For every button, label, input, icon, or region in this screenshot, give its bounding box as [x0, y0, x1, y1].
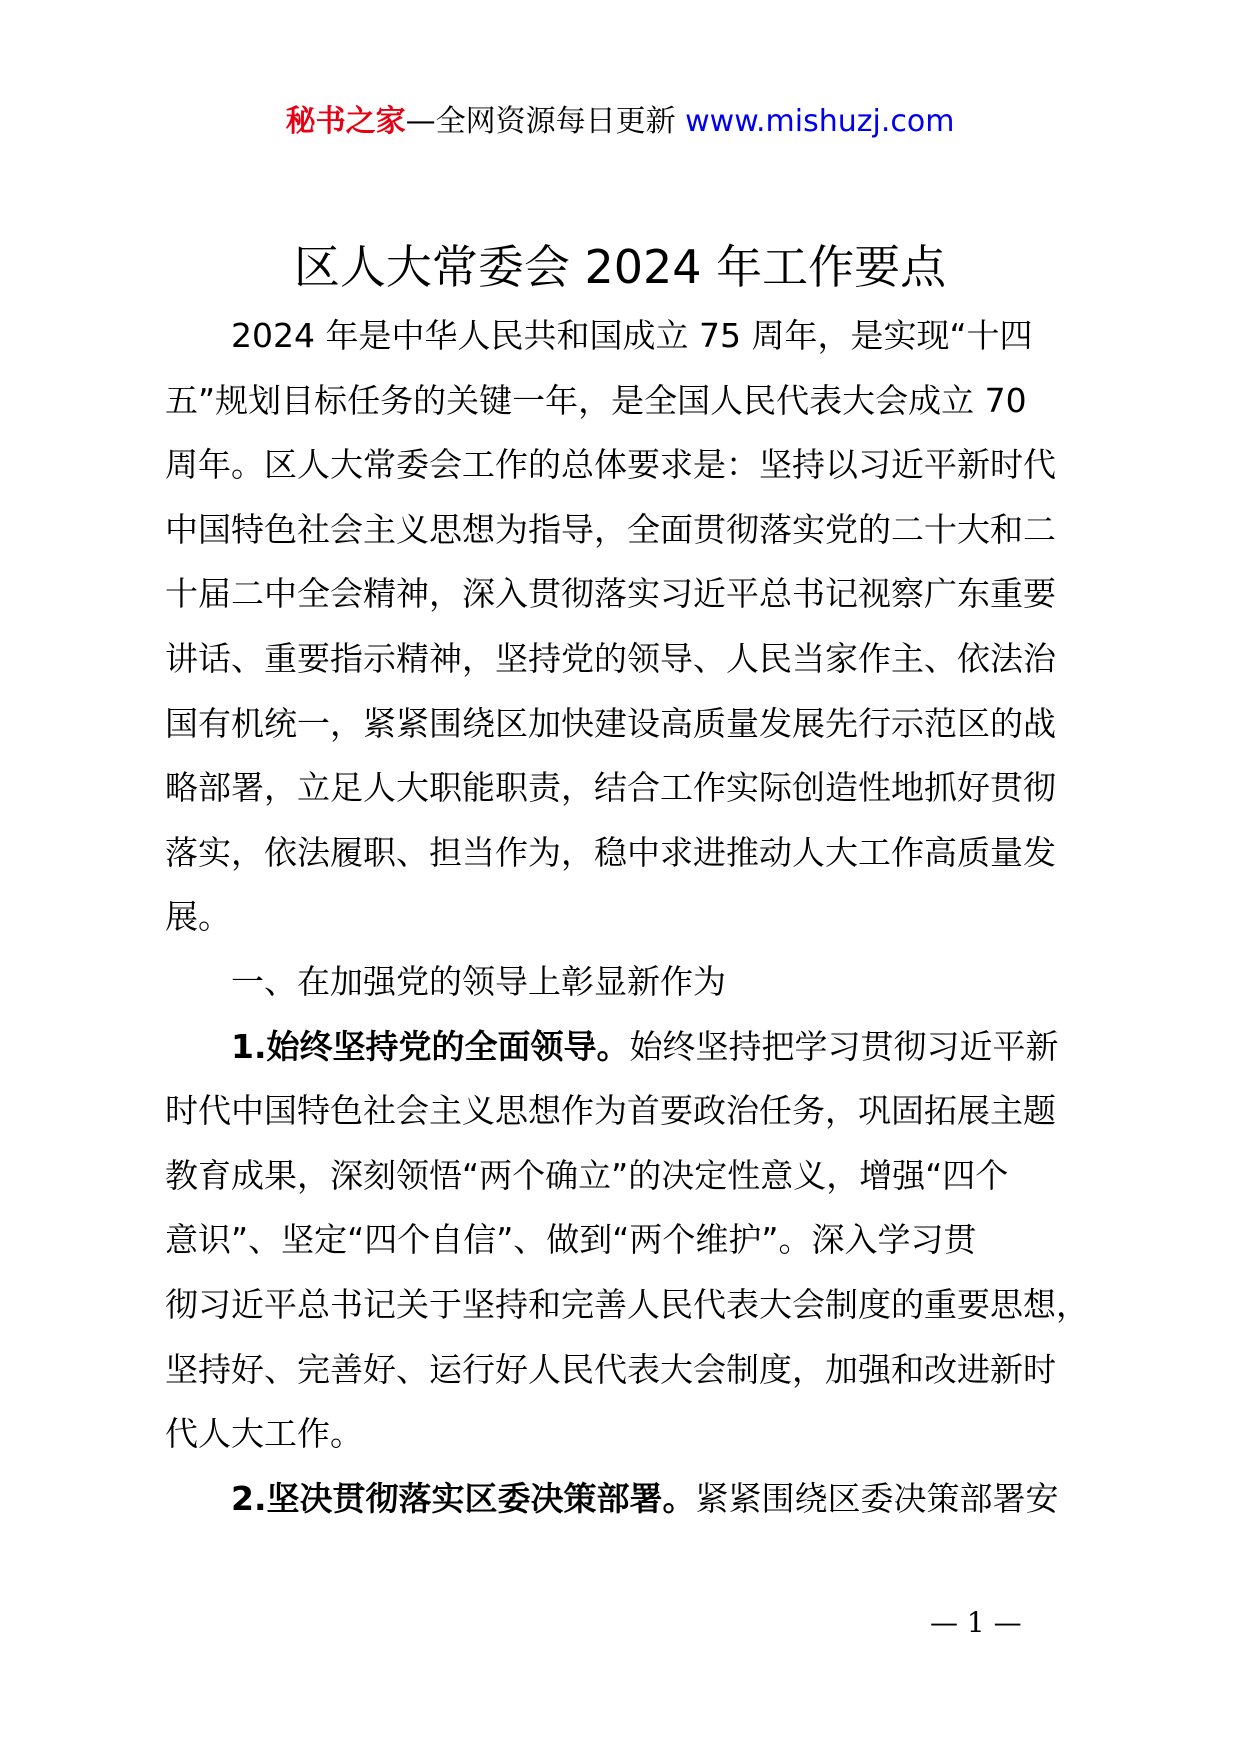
paragraph-line: 五”规划目标任务的关键一年，是全国人民代表大会成立 70	[165, 380, 1027, 420]
paragraph-line: 彻习近平总书记关于坚持和完善人民代表大会制度的重要思想，	[165, 1284, 1089, 1324]
document-title: 区人大常委会 2024 年工作要点	[293, 240, 947, 294]
paragraph-line: 讲话、重要指示精神，坚持党的领导、人民当家作主、依法治	[165, 638, 1056, 678]
header-tagline: —全网资源每日更新	[405, 104, 686, 139]
document-body	[165, 304, 1095, 1531]
section-heading: 一、在加强党的领导上彰显新作为	[231, 961, 726, 1001]
paragraph-line: 坚持好、完善好、运行好人民代表大会制度，加强和改进新时	[165, 1349, 1056, 1389]
site-header	[0, 100, 1240, 144]
paragraph-line: 中国特色社会主义思想为指导，全面贯彻落实党的二十大和二	[165, 509, 1056, 549]
item-2-heading: 2.坚决贯彻落实区委决策部署。	[231, 1478, 696, 1518]
item-2-text: 紧紧围绕区委决策部署安	[695, 1478, 1059, 1518]
item-1-text: 始终坚持把学习贯彻习近平新	[629, 1026, 1059, 1066]
paragraph-line: 2024 年是中华人民共和国成立 75 周年，是实现“十四	[231, 316, 1033, 355]
item-1-first-line	[165, 1015, 1095, 1080]
brand-name: 秘书之家	[285, 104, 406, 139]
paragraph-line: 教育成果，深刻领悟“两个确立”的决定性意义，增强“四个	[165, 1155, 1009, 1195]
page-number: — 1 —	[930, 1606, 1022, 1639]
paragraph-line: 落实，依法履职、担当作为，稳中求进推动人大工作高质量发	[165, 832, 1056, 872]
paragraph-line: 国有机统一，紧紧围绕区加快建设高质量发展先行示范区的战	[165, 703, 1056, 743]
paragraph-line: 略部署，立足人大职能职责，结合工作实际创造性地抓好贯彻	[165, 768, 1056, 808]
paragraph-line: 代人大工作。	[165, 1414, 363, 1454]
paragraph-line: 展。	[165, 897, 231, 937]
item-2-first-line	[165, 1467, 1095, 1532]
website-link[interactable]: www.mishuzj.com	[685, 104, 955, 139]
paragraph-line: 周年。区人大常委会工作的总体要求是：坚持以习近平新时代	[165, 445, 1056, 485]
paragraph-line: 十届二中全会精神，深入贯彻落实习近平总书记视察广东重要	[165, 574, 1056, 614]
item-1-heading: 1.始终坚持党的全面领导。	[231, 1026, 630, 1066]
paragraph-line: 意识”、坚定“四个自信”、做到“两个维护”。深入学习贯	[165, 1220, 977, 1260]
paragraph-line: 时代中国特色社会主义思想作为首要政治任务，巩固拓展主题	[165, 1091, 1056, 1131]
